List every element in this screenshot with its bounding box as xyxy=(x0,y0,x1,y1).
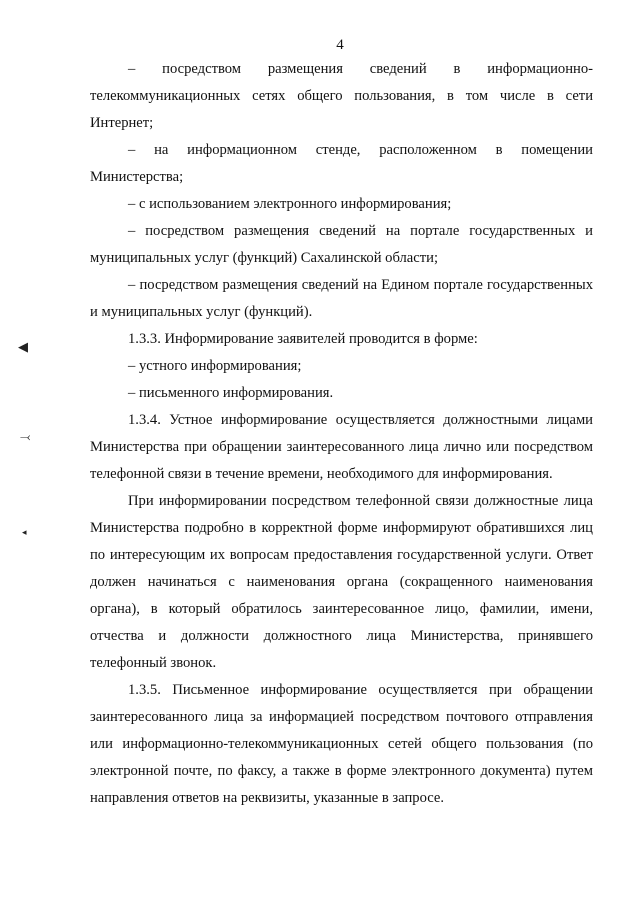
paragraph: 1.3.4. Устное информирование осуществляется должностными лицами Министерства при обращении заинтересованного лица лично или посредством телефонной связи в течение времени, необходимого для информирования. xyxy=(90,412,593,482)
paragraph: – устного информирования; xyxy=(128,358,302,374)
paragraph: При информировании посредством телефонной связи должностные лица Министерства подробно в корректной форме информируют обратившихся лиц по интересующим их вопросам предоставления государственной услуги. Ответ должен начинаться с наименования органа (сокращенного наименования органа), в который обратилось заинтересованное лицо, фамилии, имени, отчества и должности должностного лица Министерства, принявшего телефонный звонок. xyxy=(90,493,593,671)
margin-mark-icon: ◀ xyxy=(18,340,28,355)
paragraph: – письменного информирования. xyxy=(128,385,334,401)
page-number: 4 xyxy=(336,37,344,53)
margin-mark-icon: ⤙ xyxy=(20,430,31,445)
margin-mark-icon: ◂ xyxy=(22,528,27,538)
document-body xyxy=(90,56,593,812)
paragraph: 1.3.5. Письменное информирование осуществляется при обращении заинтересованного лица за информацией посредством почтового отправления или информационно-телекоммуникационных сетей общего пользования (по электронной почте, по факсу, а также в форме электронного документа) путем направления ответов на реквизиты, указанные в запросе. xyxy=(90,682,593,806)
paragraph: – посредством размещения сведений в информационно-телекоммуникационных сетях общего пользования, в том числе в сети Интернет; xyxy=(90,61,593,131)
paragraph: – посредством размещения сведений на портале государственных и муниципальных услуг (функций) Сахалинской области; xyxy=(90,223,593,266)
paragraph: – на информационном стенде, расположенном в помещении Министерства; xyxy=(90,142,593,185)
paragraph: 1.3.3. Информирование заявителей проводится в форме: xyxy=(128,331,478,347)
paragraph: – посредством размещения сведений на Едином портале государственных и муниципальных услуг (функций). xyxy=(90,277,593,320)
paragraph: – с использованием электронного информирования; xyxy=(128,196,452,212)
